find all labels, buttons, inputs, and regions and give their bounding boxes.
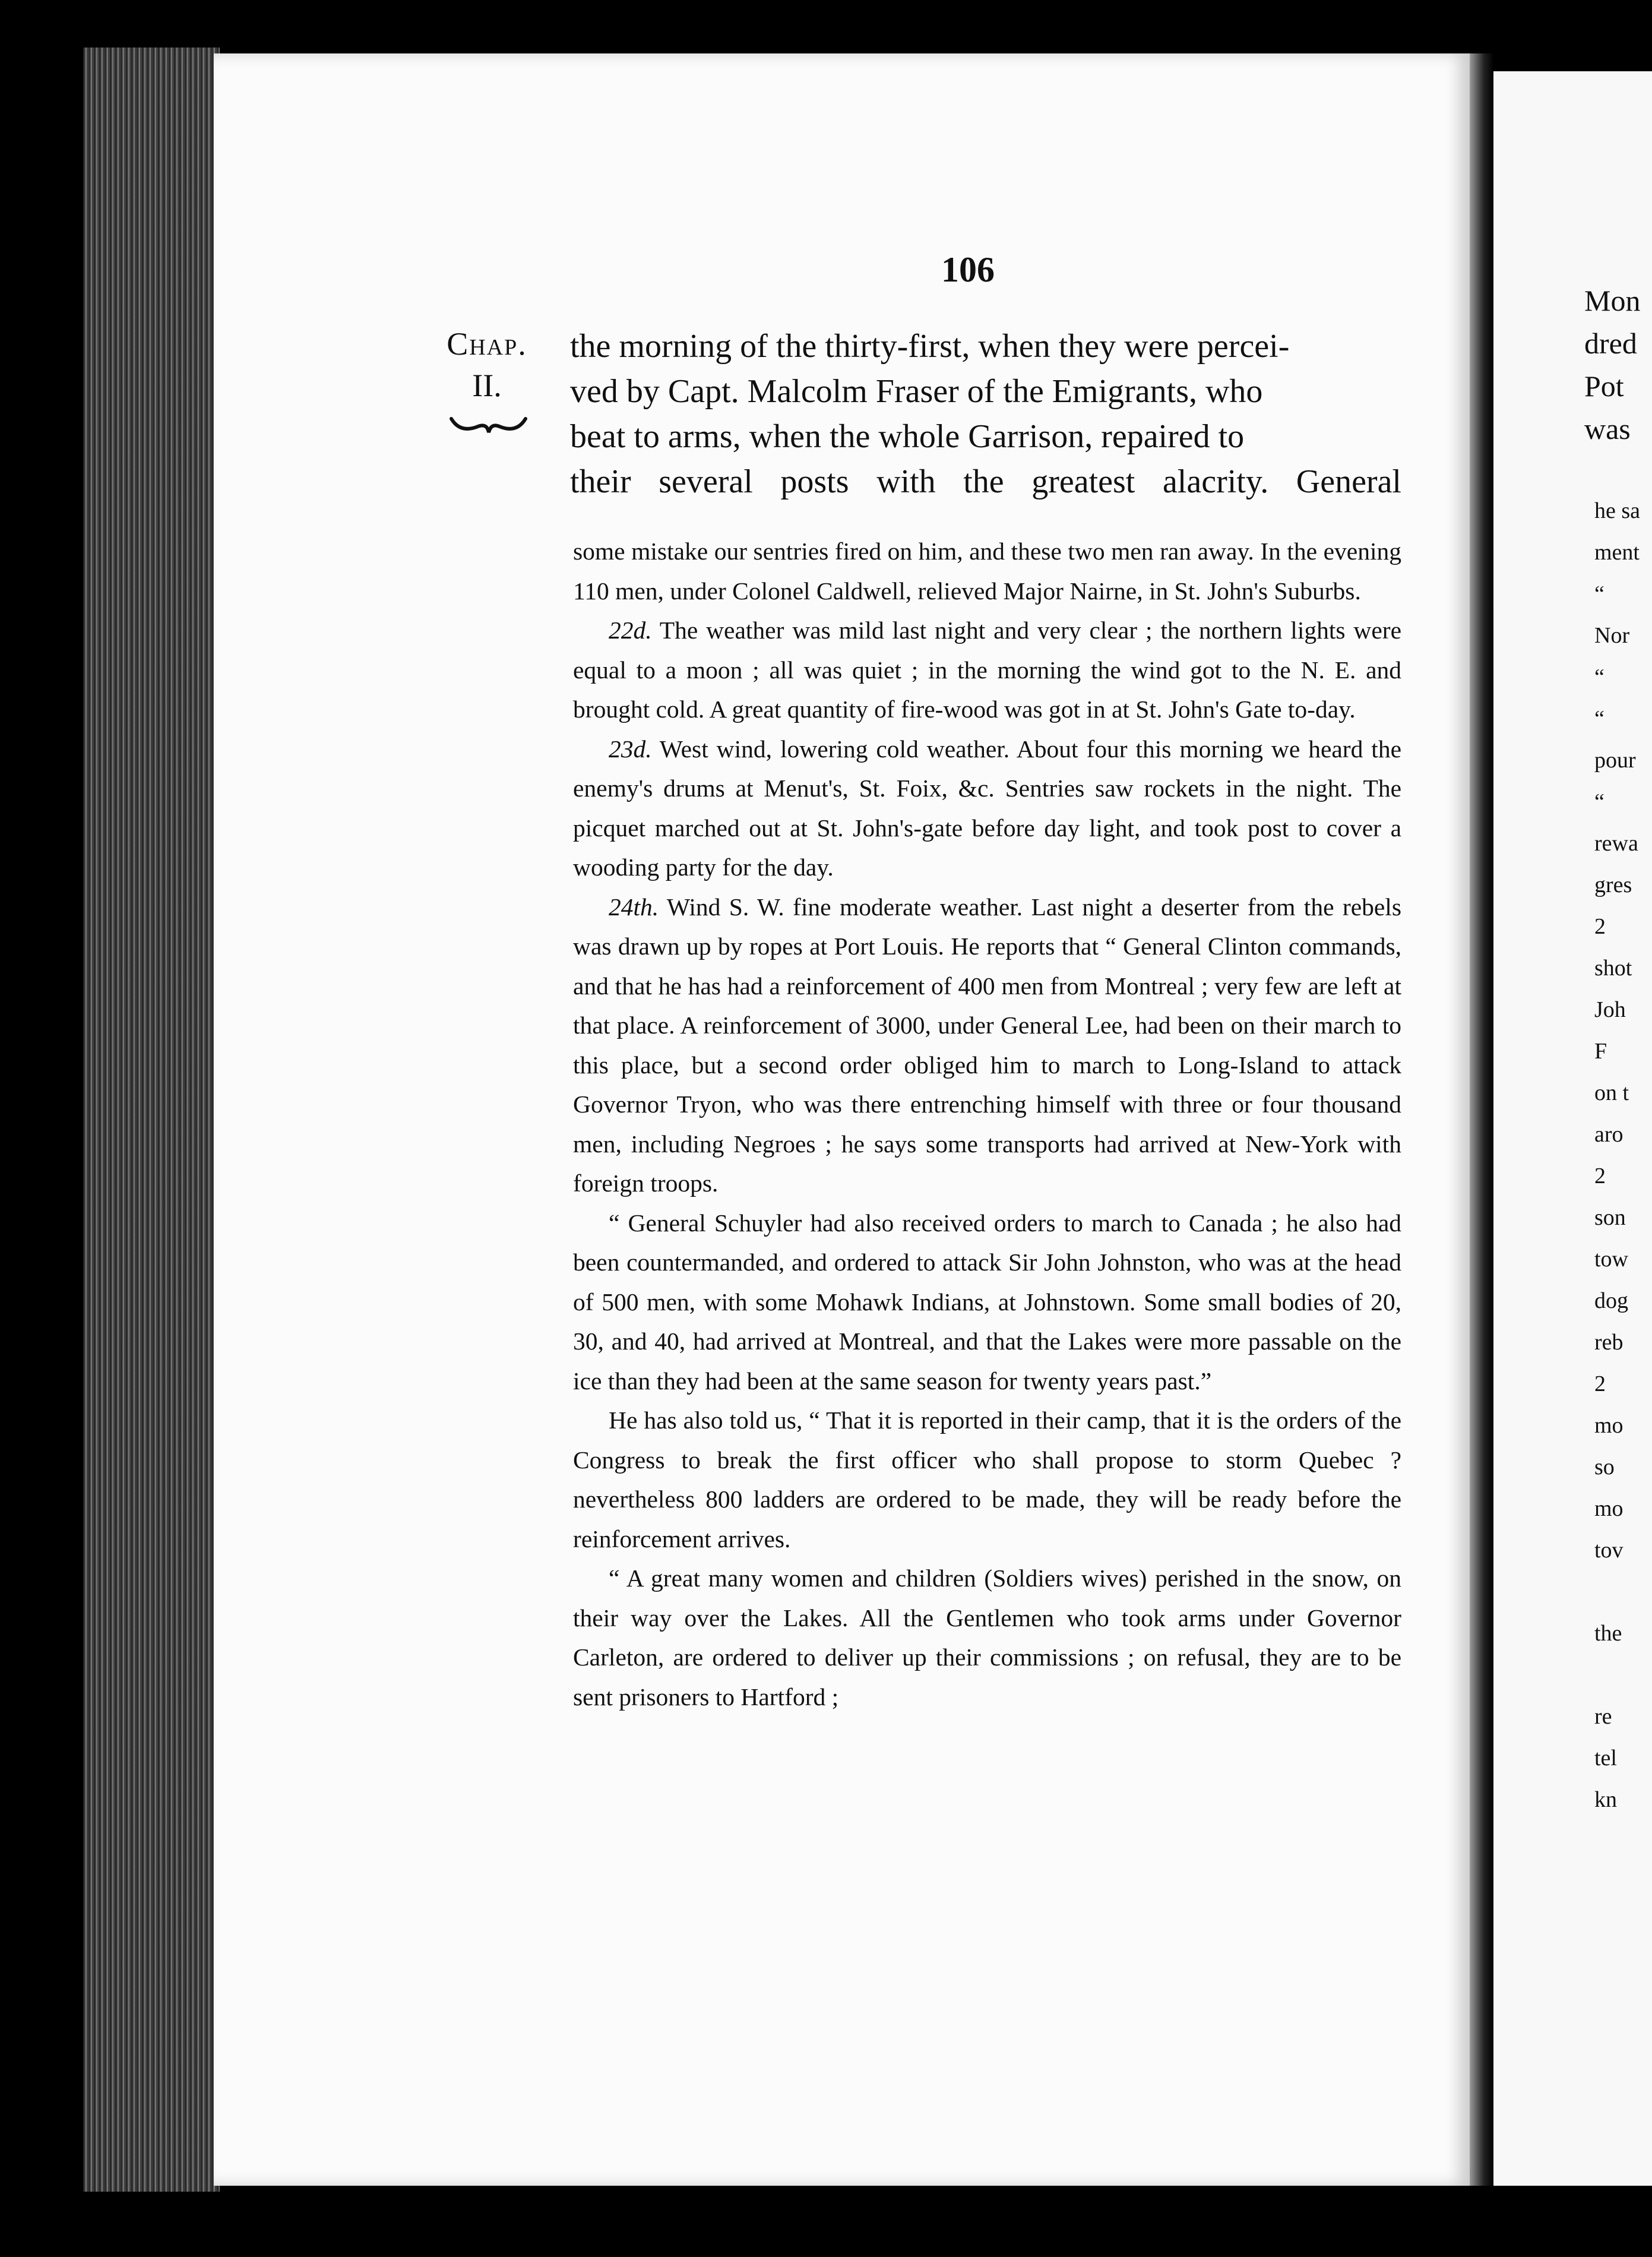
chapter-brace-ornament [436,410,537,440]
right-note-fragment: tov [1594,1538,1623,1563]
right-note-fragment: F [1594,1039,1607,1064]
note-text: The weather was mild last night and very clear ; the northern lights were equal to a moon ; all was quiet ; in the morning the wind got to the N. E. and brought cold. A great quantity of fire-wood was got in at St. John's Gate to-day. [573,617,1401,723]
right-note-fragment: so [1594,1455,1615,1480]
right-note-fragment: mo [1594,1496,1623,1521]
note-text: “ General Schuyler had also received orders to march to Canada ; he also had been countermanded, and ordered to attack Sir John Johnston, who was at the head of 500 men, with some Mohawk Indians, at Johnstown. Some small bodies of 20, 30, and 40, had arrived at Montreal, and that the Lakes were more passable on the ice than they had been at the same season for twenty years past.” [573,1209,1401,1395]
note-paragraph [573,729,1401,887]
right-text-fragment: Mon [1584,284,1641,317]
note-date: 24th. [609,893,659,921]
right-note-fragment: “ [1594,706,1604,731]
right-note-fragment [1594,1571,1652,1613]
note-text: “ A great many women and children (Soldiers wives) perished in the snow, on their way over the Lakes. All the Gentlemen who took arms under Governor Carleton, are ordered to deliver up their commissions ; on refusal, they are to be sent prisoners to Hartford ; [573,1564,1401,1711]
right-text-fragment: was [1584,412,1631,445]
note-paragraph [573,611,1401,729]
right-note-fragment: 2 [1594,1164,1606,1188]
note-date: 23d. [609,735,652,763]
right-note-fragment: re [1594,1704,1612,1729]
right-note-fragment: the [1594,1621,1622,1646]
note-paragraph [573,532,1401,611]
right-note-fragment [1594,1654,1652,1696]
right-note-fragment: pour [1594,748,1636,773]
chapter-label: Chap. [447,326,527,362]
note-date: 22d. [609,617,652,644]
main-text-line: their several posts with the greatest alacrity. General [570,463,1401,500]
right-note-fragment: rewa [1594,831,1638,856]
page-number: 106 [941,250,995,289]
main-text-line: the morning of the thirty-first, when they were percei- [570,328,1290,365]
right-note-fragment: “ [1594,581,1604,606]
note-paragraph [573,887,1401,1203]
note-text: some mistake our sentries fired on him, and these two men ran away. In the evening 110 men, under Colonel Caldwell, relieved Major Nairne, in St. John's Suburbs. [573,538,1401,605]
right-text-fragment: dred [1584,327,1637,360]
right-note-fragment: 2 [1594,914,1606,939]
right-note-fragment: shot [1594,956,1632,981]
book-fore-edge [83,48,220,2192]
right-page-notes [1594,490,1652,1820]
right-note-fragment: tow [1594,1247,1628,1272]
right-note-fragment: kn [1594,1787,1617,1812]
note-paragraph [573,1559,1401,1717]
note-text: West wind, lowering cold weather. About four this morning we heard the enemy's drums at Menut's, St. Foix, &c. Sentries saw rockets in the night. The picquet marched out at St. John's-gate before day light, and took post to cover a wooding party for the day. [573,735,1401,881]
note-text: Wind S. W. fine moderate weather. Last night a deserter from the rebels was drawn up by ropes at Port Louis. He reports that “ General Clinton commands, and that he has had a reinforcement of 400 men from Montreal ; very few are left at that place. A reinforcement of 3000, under General Lee, had been on their march to this place, but a second order obliged him to march to Long-Island to attack Governor Tryon, who was there entrenching himself with three or four thousand men, including Negroes ; he says some transports had arrived at New-York with foreign troops. [573,893,1401,1197]
right-page-main-text [1584,279,1652,450]
right-note-fragment: Nor [1594,623,1630,648]
right-note-fragment: dog [1594,1288,1628,1313]
journal-notes [573,532,1401,1717]
right-note-fragment: tel [1594,1746,1617,1771]
right-note-fragment: ment [1594,540,1640,565]
right-note-fragment: 2 [1594,1371,1606,1396]
note-paragraph [573,1401,1401,1559]
right-text-fragment: Pot [1584,369,1624,403]
main-body-text [570,324,1401,504]
right-note-fragment: mo [1594,1413,1623,1438]
right-note-fragment: aro [1594,1122,1623,1147]
right-note-fragment: on t [1594,1080,1629,1105]
right-note-fragment: gres [1594,873,1632,897]
main-text-line: beat to arms, when the whole Garrison, repaired to [570,418,1245,455]
right-note-fragment: “ [1594,665,1604,690]
book-gutter [1470,53,1493,2186]
note-paragraph [573,1203,1401,1401]
main-text-line: ved by Capt. Malcolm Fraser of the Emigrants, who [570,373,1263,410]
right-note-fragment: son [1594,1205,1626,1230]
note-text: He has also told us, “ That it is reported in their camp, that it is the orders of the Congress to break the first officer who shall propose to storm Quebec ? nevertheless 800 ladders are ordered to be made, they will be ready before the reinforcement arrives. [573,1406,1401,1553]
right-note-fragment: Joh [1594,997,1626,1022]
right-note-fragment: “ [1594,789,1604,814]
right-note-fragment: reb [1594,1330,1623,1355]
chapter-number: II. [472,368,502,403]
right-note-fragment: he sa [1594,498,1641,523]
